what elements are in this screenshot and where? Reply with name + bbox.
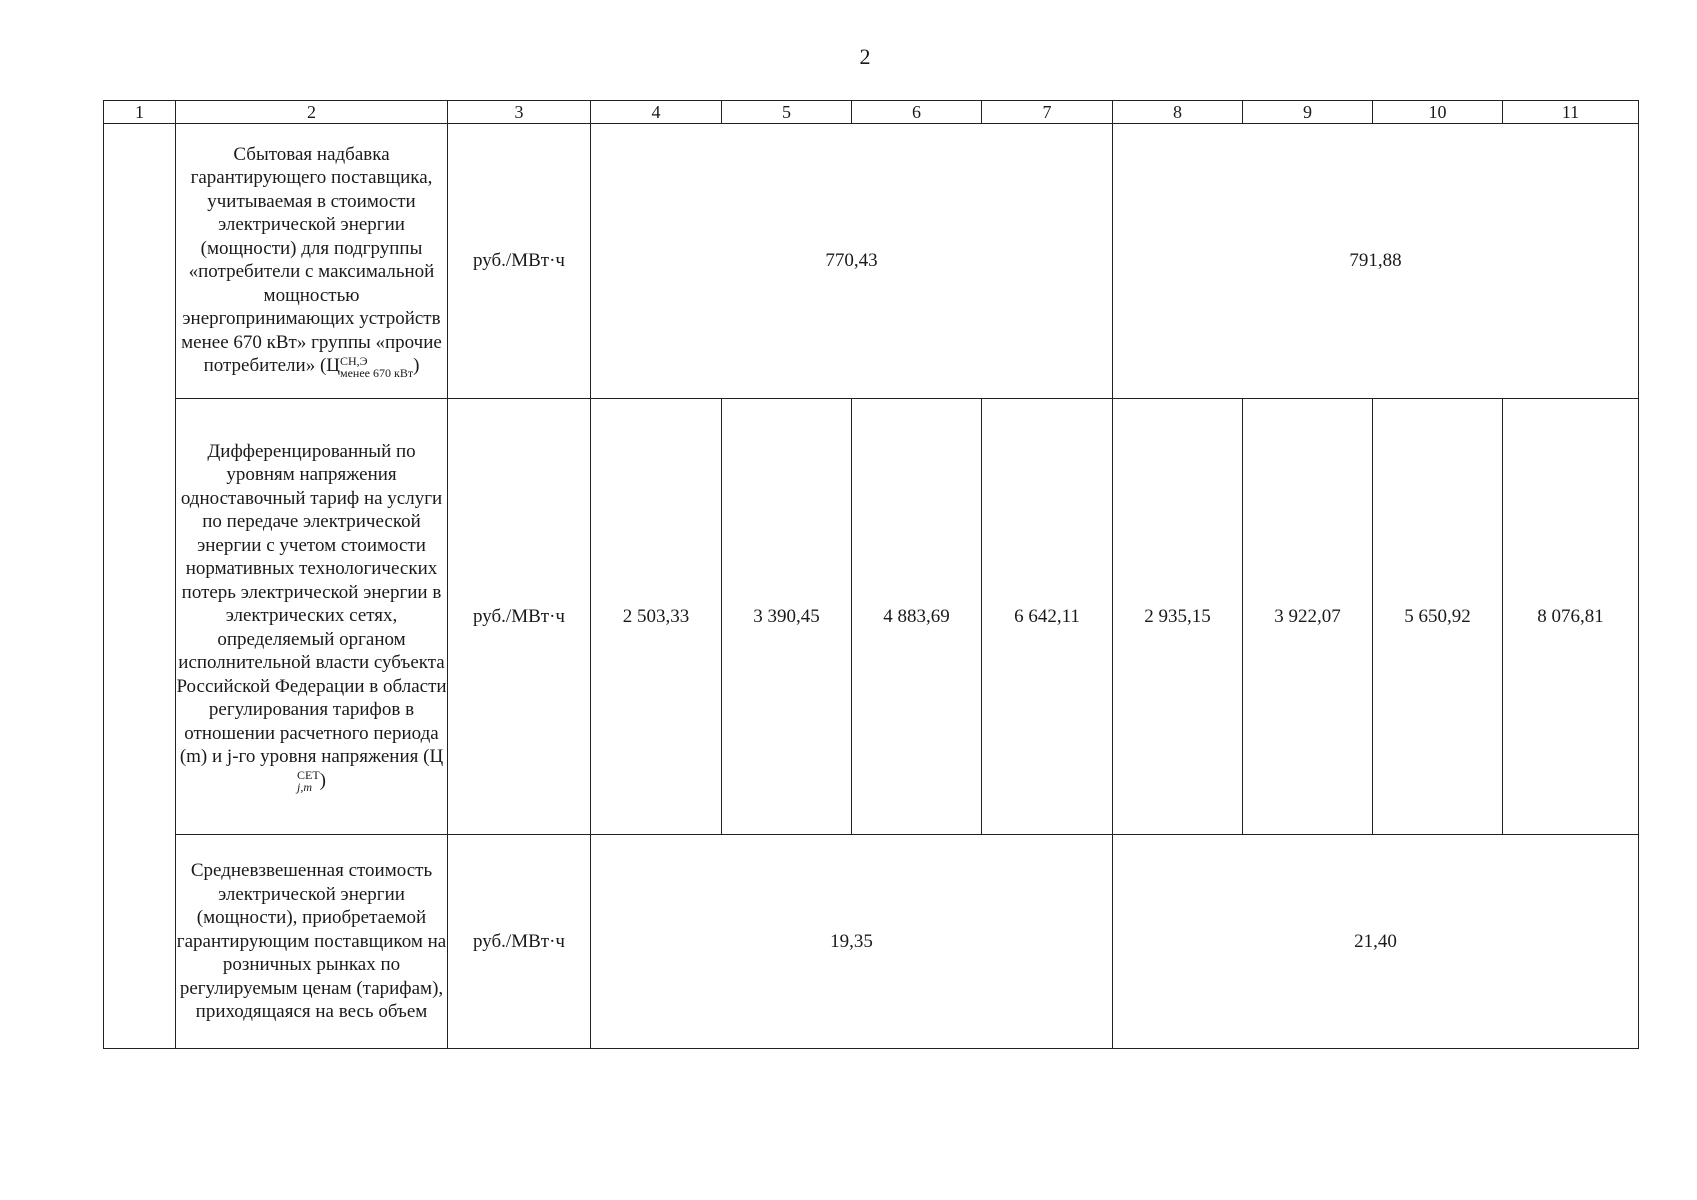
column-header: 6: [852, 101, 982, 124]
value-cell: 4 883,69: [852, 399, 982, 835]
unit-cell: руб./МВт·ч: [448, 835, 591, 1049]
value-cell: 3 390,45: [722, 399, 852, 835]
value-cell-period2: 791,88: [1113, 124, 1639, 399]
column-header: 4: [591, 101, 722, 124]
value-cell: 8 076,81: [1503, 399, 1639, 835]
value-cell-period1: 770,43: [591, 124, 1113, 399]
value-cell: 3 922,07: [1243, 399, 1373, 835]
table-row-transmission-tariff: [104, 399, 1639, 835]
value-cell: 2 935,15: [1113, 399, 1243, 835]
column-header: 10: [1373, 101, 1503, 124]
row-number-cell: [104, 124, 176, 1049]
column-header: 7: [982, 101, 1113, 124]
page-number: 2: [859, 44, 871, 69]
table-row-weighted-cost: [104, 835, 1639, 1049]
tariff-table: [103, 100, 1639, 1049]
table-row-sales-markup: [104, 124, 1639, 399]
column-header: 5: [722, 101, 852, 124]
value-cell-period2: 21,40: [1113, 835, 1639, 1049]
value-cell-period1: 19,35: [591, 835, 1113, 1049]
column-header: 3: [448, 101, 591, 124]
column-header: 9: [1243, 101, 1373, 124]
column-header: 8: [1113, 101, 1243, 124]
value-cell: 5 650,92: [1373, 399, 1503, 835]
row-description: Сбытовая надбавка гарантирующего поставщика, учитываемая в стоимости электрической энергии (мощности) для подгруппы «потребители с максимальной мощностью энергопринимающих устройств менее 670 кВт» группы «прочие потребители» (Ц СН,Э менее 670 кВт ): [176, 124, 448, 399]
column-number-row: [104, 101, 1639, 124]
row-description: Средневзвешенная стоимость электрической энергии (мощности), приобретаемой гарантирующим поставщиком на розничных рынках по регулируемым ценам (тарифам), приходящаяся на весь объем: [176, 835, 448, 1049]
row-description: Дифференцированный по уровням напряжения одноставочный тариф на услуги по передаче электрической энергии с учетом стоимости нормативных технологических потерь электрической энергии в электрических сетях, определяемый органом исполнительной власти субъекта Российской Федерации в области регулирования тарифов в отношении расчетного периода (m) и j-го уровня напряжения (Ц СЕТ j,m ): [176, 399, 448, 835]
formula-indices: СЕТ j,m: [297, 768, 320, 795]
column-header: 2: [176, 101, 448, 124]
column-header: 11: [1503, 101, 1639, 124]
value-cell: 6 642,11: [982, 399, 1113, 835]
formula-indices: СН,Э менее 670 кВт: [340, 354, 414, 381]
unit-cell: руб./МВт·ч: [448, 124, 591, 399]
unit-cell: руб./МВт·ч: [448, 399, 591, 835]
column-header: 1: [104, 101, 176, 124]
value-cell: 2 503,33: [591, 399, 722, 835]
